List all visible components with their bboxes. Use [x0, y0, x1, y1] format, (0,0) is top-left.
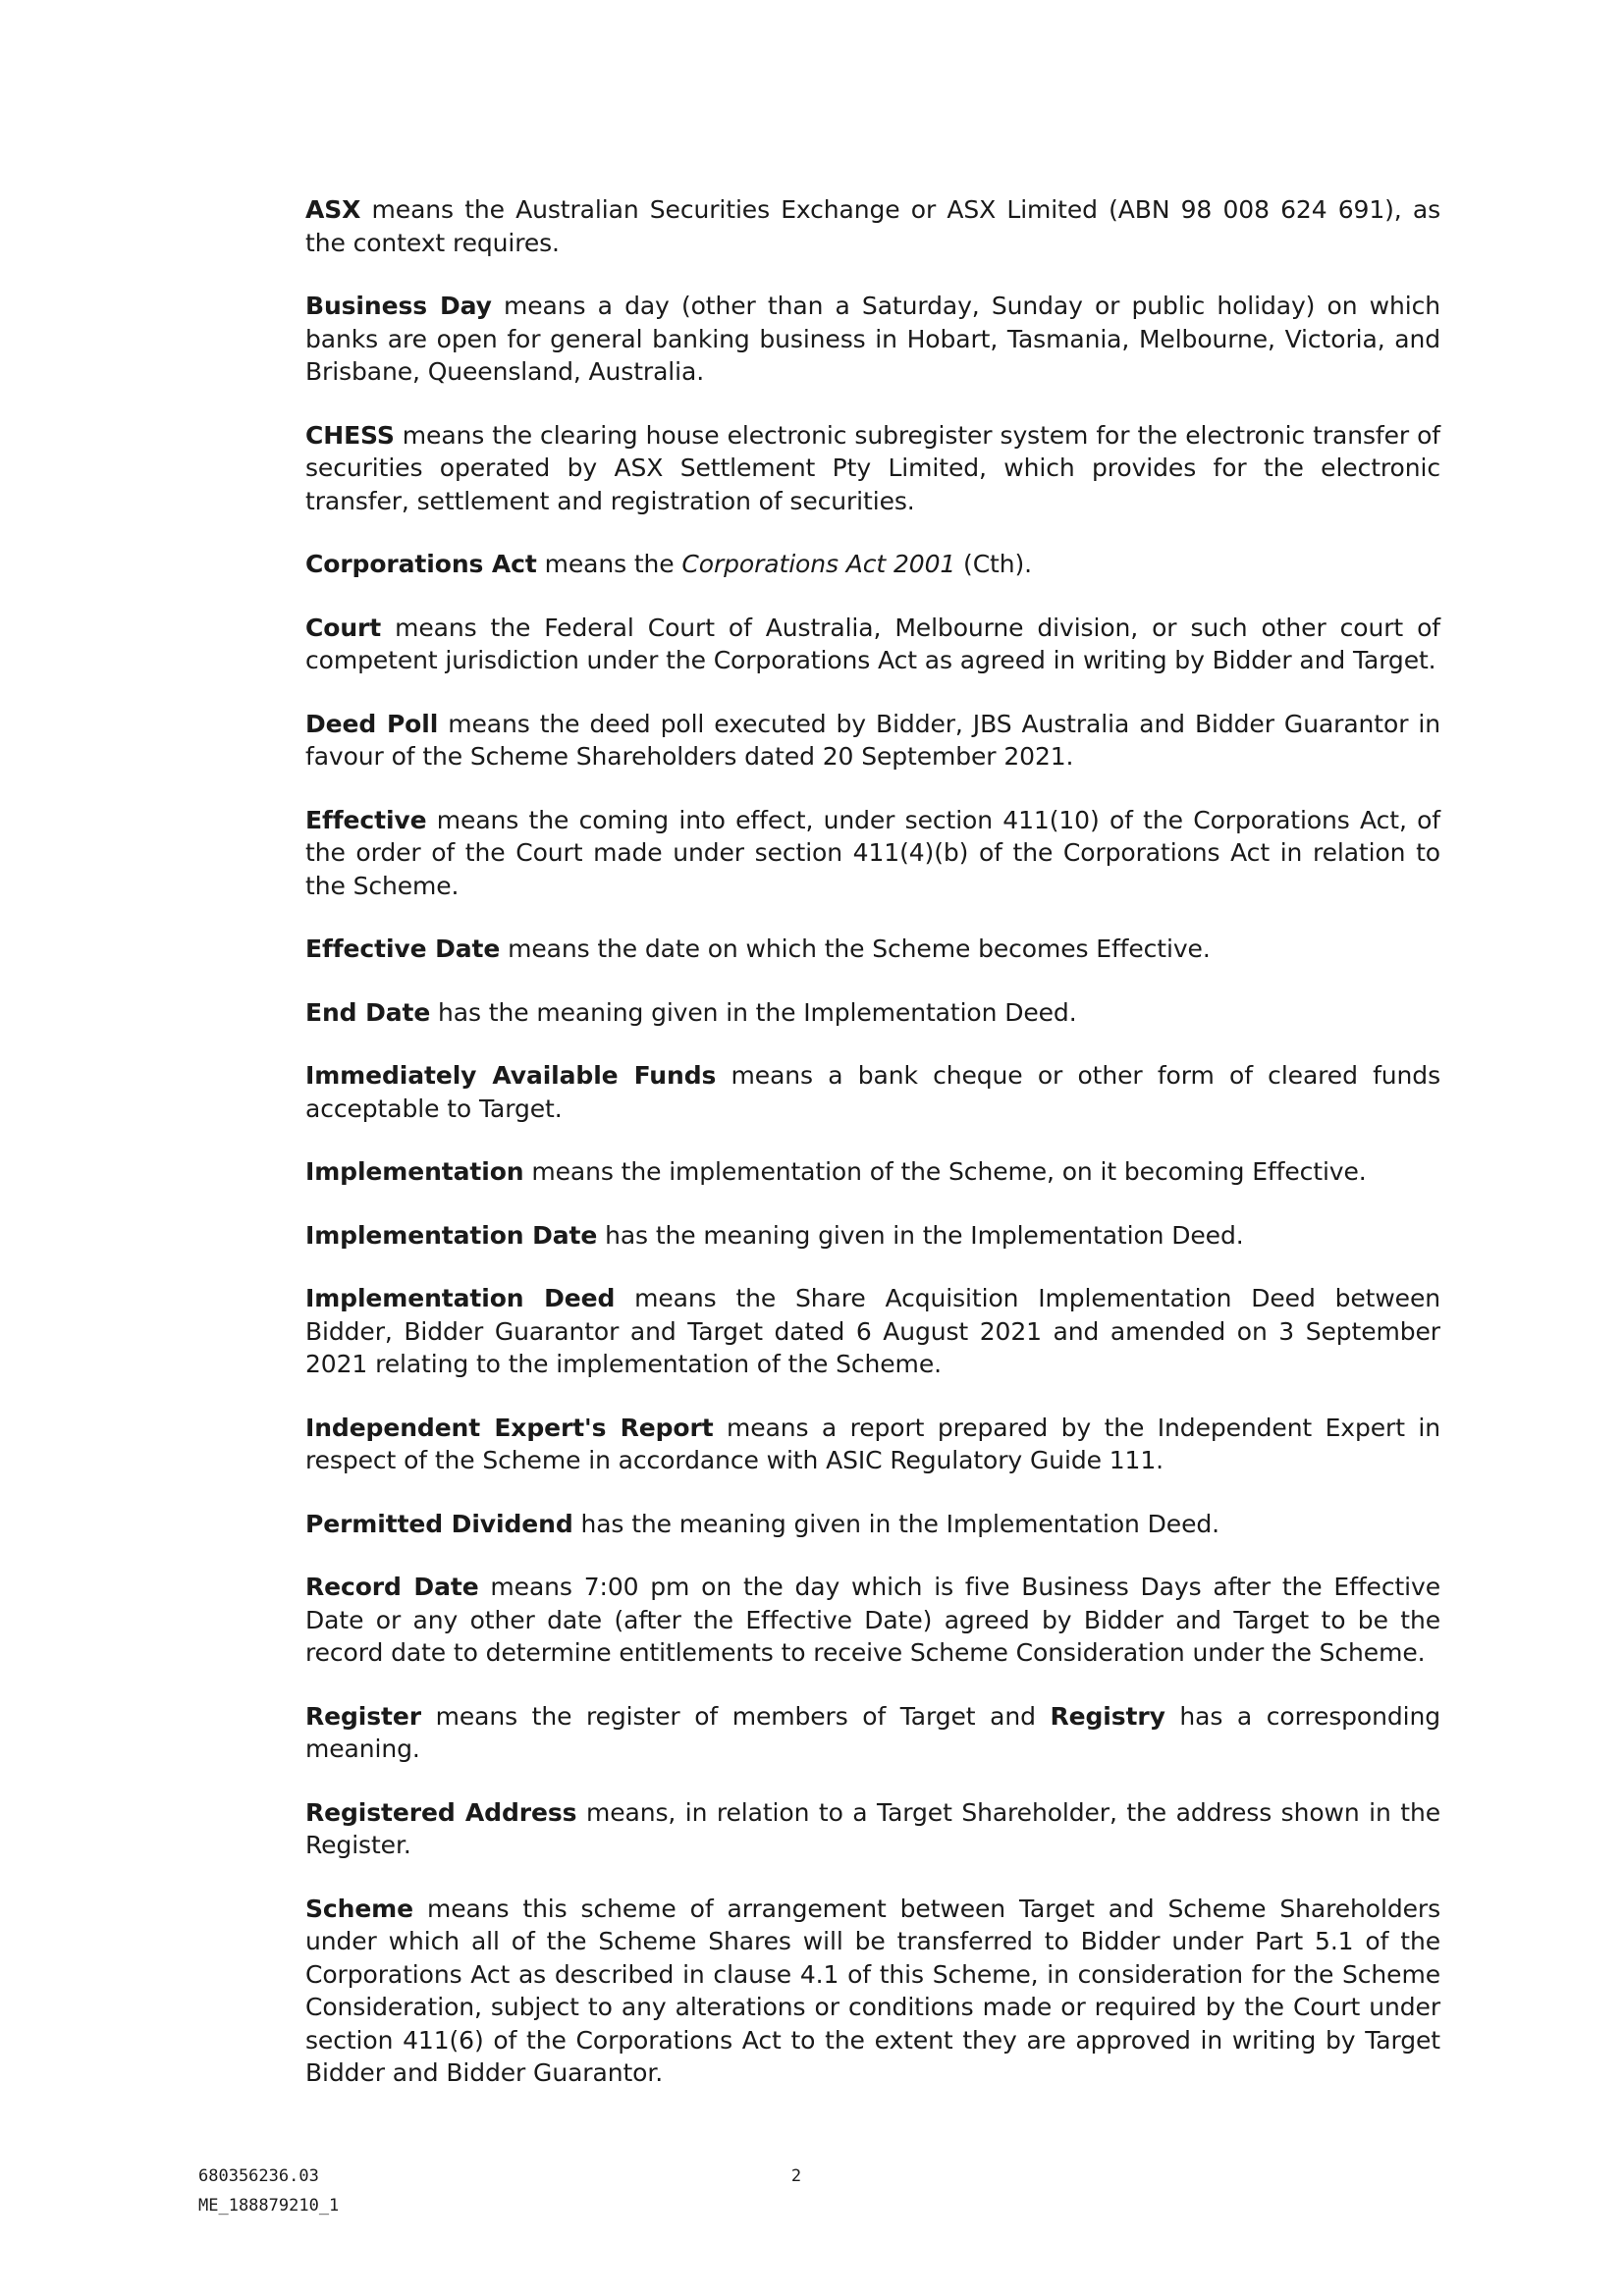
definition-business-day: Business Day means a day (other than a Saturday, Sunday or public holiday) on which banks are open for general banking business in Hobart, Tasmania, Melbourne, Victoria, and Brisbane, Queensland, Australia.	[305, 292, 1440, 386]
definition-scheme: Scheme means this scheme of arrangement between Target and Scheme Shareholders under which all of the Scheme Shares will be transferred to Bidder under Part 5.1 of the Corporations Act as described in clause 4.1 of this Scheme, in consideration for the Scheme Consideration, subject to any alterations or conditions made or required by the Court under section 411(6) of the Corporations Act to the extent they are approved in writing by Target Bidder and Bidder Guarantor.	[305, 1894, 1440, 2087]
definition-chess: CHESS means the clearing house electronic subregister system for the electronic transfer of securities operated by ASX Settlement Pty Limited, which provides for the electronic transfer, settlement and registration of securities.	[305, 420, 1440, 515]
definition-independent-experts-report: Independent Expert's Report means a report prepared by the Independent Expert in respect of the Scheme in accordance with ASIC Regulatory Guide 111.	[305, 1413, 1440, 1474]
footer-doc-ref: ME_188879210_1	[198, 2196, 340, 2216]
definition-register: Register means the register of members of Target and Registry has a corresponding meaning.	[305, 1701, 1440, 1763]
definition-corporations-act: Corporations Act means the Corporations Act 2001 (Cth).	[305, 550, 1033, 578]
definition-registered-address: Registered Address means, in relation to a Target Shareholder, the address shown in the Register.	[305, 1797, 1441, 1859]
definition-effective: Effective means the coming into effect, under section 411(10) of the Corporations Act, of the order of the Court made under section 411(4)(b) of the Corporations Act in relation to the Scheme.	[305, 805, 1440, 900]
definition-effective-date: Effective Date means the date on which the Scheme becomes Effective.	[305, 934, 1211, 963]
footer-doc-number: 680356236.03	[198, 2166, 319, 2186]
definition-court: Court means the Federal Court of Australia, Melbourne division, or such other court of competent jurisdiction under the Corporations Act as agreed in writing by Bidder and Target.	[305, 613, 1440, 674]
definition-immediately-available-funds: Immediately Available Funds means a bank cheque or other form of cleared funds acceptable to Target.	[305, 1061, 1440, 1123]
definition-implementation-date: Implementation Date has the meaning given in the Implementation Deed.	[305, 1220, 1244, 1250]
definition-permitted-dividend: Permitted Dividend has the meaning given in the Implementation Deed.	[305, 1509, 1219, 1538]
definition-record-date: Record Date means 7:00 pm on the day which is five Business Days after the Effective Date or any other date (after the Effective Date) agreed by Bidder and Target to be the record date to determine entitlements to receive Scheme Consideration under the Scheme.	[305, 1573, 1440, 1667]
definitions-list	[305, 193, 1440, 2120]
definition-implementation: Implementation means the implementation of the Scheme, on it becoming Effective.	[305, 1157, 1367, 1186]
definition-deed-poll: Deed Poll means the deed poll executed by Bidder, JBS Australia and Bidder Guarantor in favour of the Scheme Shareholders dated 20 September 2021.	[305, 709, 1441, 771]
definition-asx: ASX means the Australian Securities Exchange or ASX Limited (ABN 98 008 624 691), as the context requires.	[305, 195, 1440, 257]
footer-doc-ids	[198, 2162, 339, 2220]
definition-implementation-deed: Implementation Deed means the Share Acquisition Implementation Deed between Bidder, Bidder Guarantor and Target dated 6 August 2021 and amended on 3 September 2021 relating to the implementation of the Scheme.	[305, 1284, 1440, 1378]
definition-end-date: End Date has the meaning given in the Implementation Deed.	[305, 997, 1077, 1027]
page-number: 2	[790, 2166, 802, 2186]
